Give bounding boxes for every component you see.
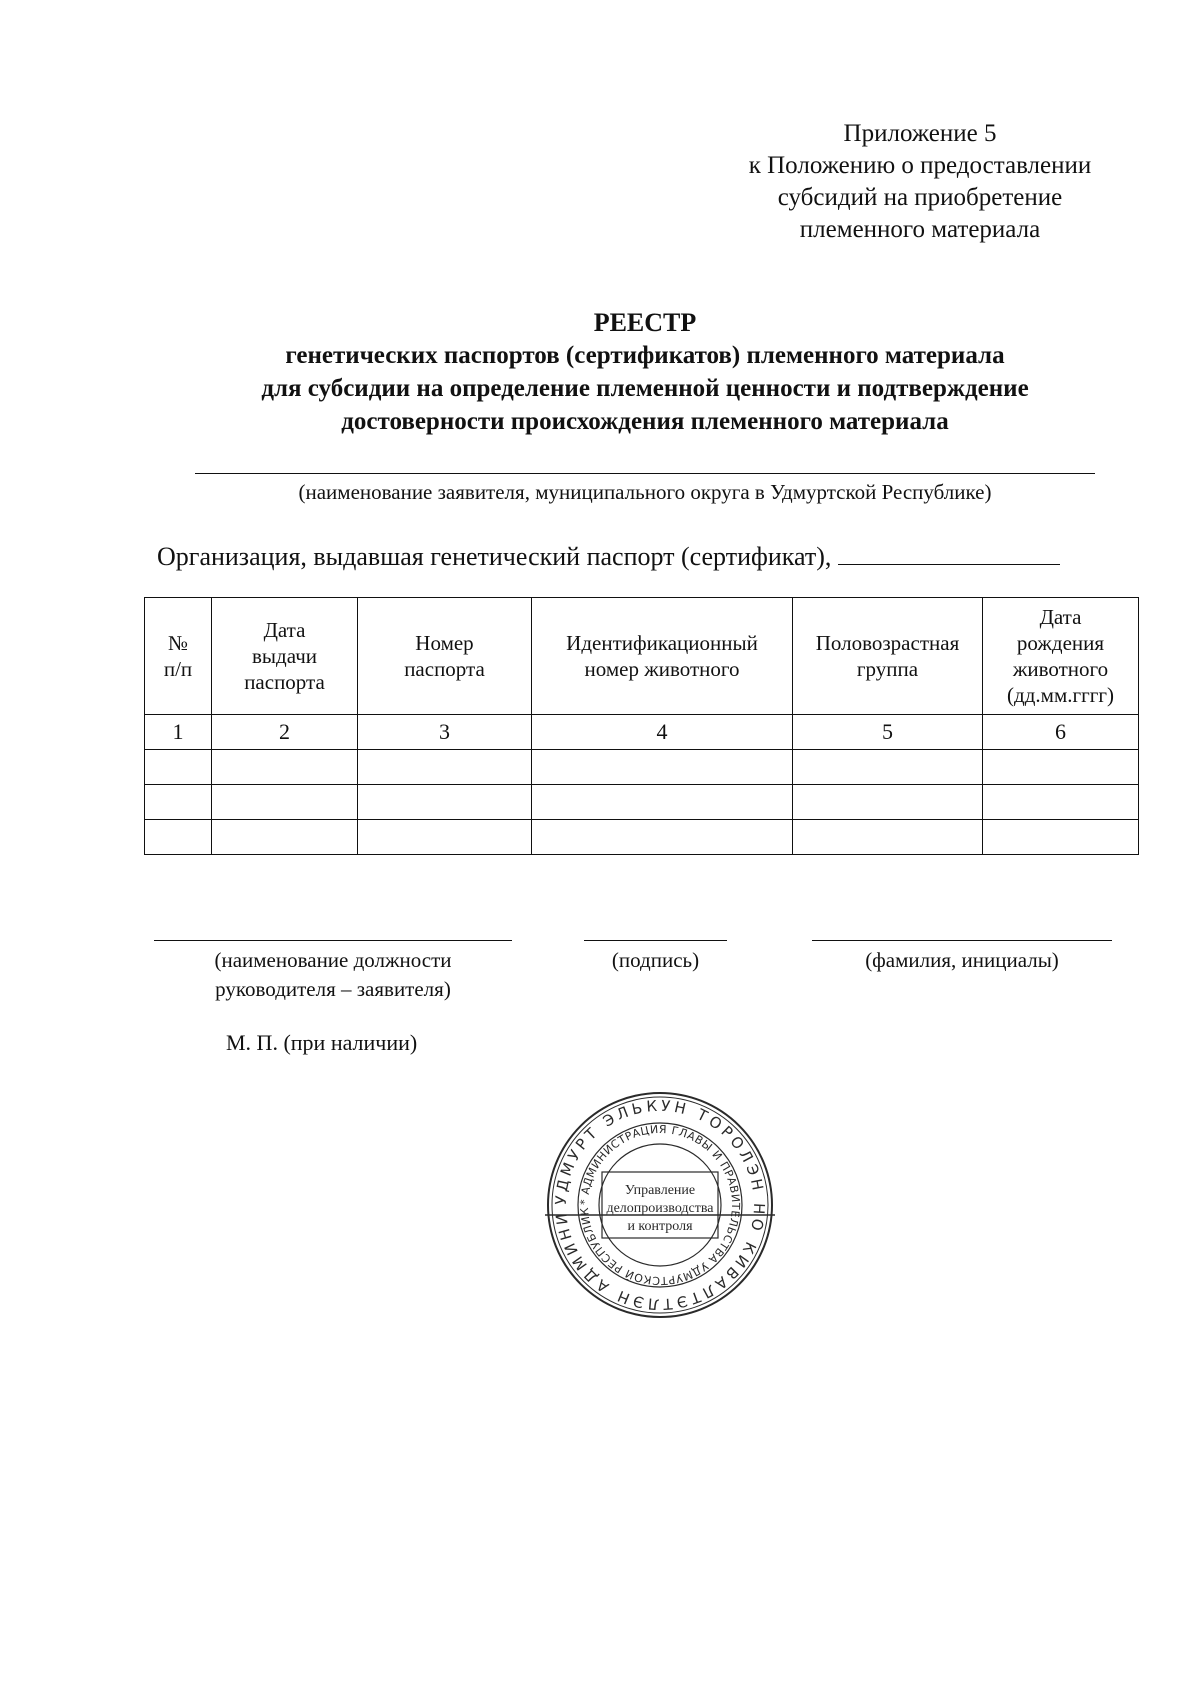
appendix-line-2: к Положению о предоставлении xyxy=(748,152,1092,179)
table-cell xyxy=(983,820,1139,855)
column-number: 3 xyxy=(358,715,532,750)
column-number: 2 xyxy=(212,715,358,750)
applicant-caption: (наименование заявителя, муниципального округа в Удмуртской Республике) xyxy=(298,480,992,504)
header-col-3 xyxy=(358,598,532,715)
column-number-row xyxy=(145,715,1139,750)
title-line-3: достоверности происхождения племенного материала xyxy=(341,408,949,435)
table-cell xyxy=(145,820,212,855)
header-text: Дата xyxy=(263,618,306,642)
organization-label: Организация, выдавшая генетический паспорт (сертификат), xyxy=(157,542,832,571)
header-text: паспорта xyxy=(404,657,485,681)
table-row xyxy=(145,785,1139,820)
table-cell xyxy=(793,750,983,785)
header-text: выдачи xyxy=(252,644,317,668)
table-cell xyxy=(145,750,212,785)
name-fill-line xyxy=(812,940,1112,941)
appendix-line-3: субсидий на приобретение xyxy=(777,184,1063,211)
table-row xyxy=(145,820,1139,855)
position-fill-line xyxy=(154,940,512,941)
table-cell xyxy=(532,785,793,820)
table-cell xyxy=(212,785,358,820)
table-cell xyxy=(358,750,532,785)
header-text: Идентификационный xyxy=(566,631,758,655)
table-header-row xyxy=(145,598,1139,715)
organization-fill-line xyxy=(838,540,1060,565)
seal-note: М. П. (при наличии) xyxy=(226,1030,418,1055)
table-cell xyxy=(983,750,1139,785)
column-number: 4 xyxy=(532,715,793,750)
table-cell xyxy=(358,820,532,855)
title-line-1: генетических паспортов (сертификатов) племенного материала xyxy=(285,342,1005,369)
header-text: рождения xyxy=(1016,631,1105,655)
signature-caption: (подпись) xyxy=(611,948,700,972)
header-text: животного xyxy=(1012,657,1109,681)
stamp-center-line-3: и контроля xyxy=(627,1219,693,1234)
stamp-seal xyxy=(545,1090,775,1320)
table-cell xyxy=(793,785,983,820)
stamp-center xyxy=(606,1183,714,1234)
column-number: 6 xyxy=(983,715,1139,750)
signature-fill-line xyxy=(584,940,727,941)
table-cell xyxy=(212,750,358,785)
header-col-5 xyxy=(793,598,983,715)
applicant-fill-line xyxy=(195,473,1095,474)
table-row xyxy=(145,750,1139,785)
header-col-1 xyxy=(145,598,212,715)
appendix-block xyxy=(715,118,1125,246)
column-number: 5 xyxy=(793,715,983,750)
title-heading: РЕЕСТР xyxy=(593,308,697,337)
registry-table xyxy=(144,597,1139,855)
header-text: группа xyxy=(856,657,919,681)
stamp-center-line-1: Управление xyxy=(624,1183,696,1198)
organization-row xyxy=(157,540,1147,573)
position-caption xyxy=(150,946,516,1004)
header-text: Половозрастная xyxy=(815,631,960,655)
title-line-2: для субсидии на определение племенной ценности и подтверждение xyxy=(261,375,1029,402)
table-cell xyxy=(212,820,358,855)
header-text: Номер xyxy=(415,631,474,655)
stamp-inner-text: * АДМИНИСТРАЦИЯ ГЛАВЫ И ПРАВИТЕЛЬСТВА УДМУРТСКОЙ РЕСПУБЛИК xyxy=(577,1122,743,1288)
official-stamp xyxy=(545,1090,775,1325)
document-title xyxy=(150,306,1140,438)
header-text: Дата xyxy=(1039,605,1082,629)
position-caption-line-1: (наименование должности xyxy=(214,948,452,972)
stamp-center-line-2: делопроизводства xyxy=(606,1201,714,1216)
stamp-outer-text: УДМУРТ ЭЛЬКУН ТОРОЛЭН НО КИВАЛТЭТЛЭН АДМИНИ xyxy=(551,1096,769,1314)
header-text: п/п xyxy=(163,657,193,681)
header-text: (дд.мм.гггг) xyxy=(1007,683,1114,707)
table-cell xyxy=(358,785,532,820)
appendix-line-4: племенного материала xyxy=(799,216,1041,243)
table-cell xyxy=(532,820,793,855)
appendix-line-1: Приложение 5 xyxy=(843,120,997,147)
header-col-6 xyxy=(983,598,1139,715)
header-col-4 xyxy=(532,598,793,715)
table-cell xyxy=(983,785,1139,820)
position-caption-line-2: руководителя – заявителя) xyxy=(215,977,451,1001)
table-cell xyxy=(145,785,212,820)
header-text: паспорта xyxy=(244,670,325,694)
header-col-2 xyxy=(212,598,358,715)
table-cell xyxy=(793,820,983,855)
name-caption: (фамилия, инициалы) xyxy=(865,948,1059,972)
header-text: номер животного xyxy=(584,657,740,681)
table-cell xyxy=(532,750,793,785)
column-number: 1 xyxy=(145,715,212,750)
header-text: № xyxy=(167,631,189,655)
